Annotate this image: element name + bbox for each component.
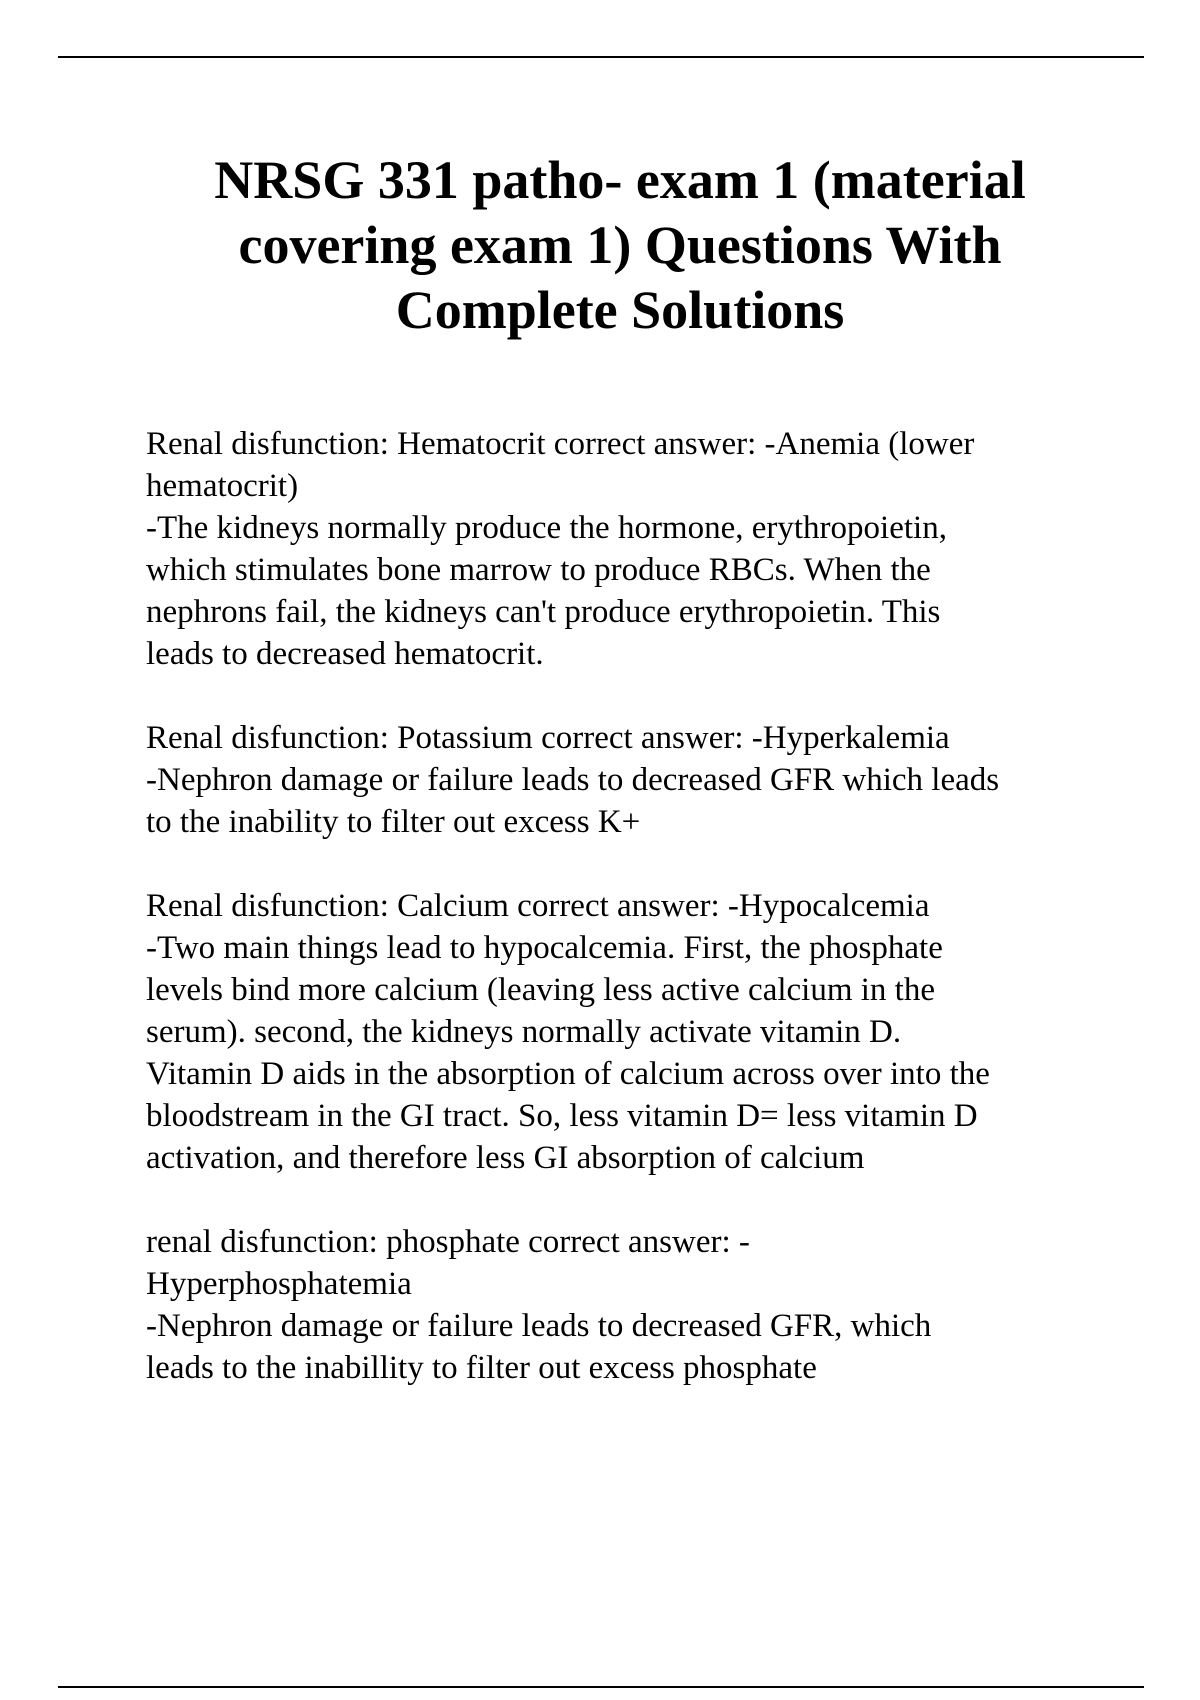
- qa-line: Renal disfunction: Calcium correct answer: -Hypocalcemia: [146, 888, 930, 924]
- qa-line: serum). second, the kidneys normally activate vitamin D.: [146, 1014, 902, 1050]
- title-line: NRSG 331 patho- exam 1 (material: [214, 150, 1026, 210]
- qa-line: leads to decreased hematocrit.: [146, 636, 544, 672]
- title-line: covering exam 1) Questions With: [238, 215, 1002, 275]
- document-body: [146, 423, 1106, 1431]
- qa-line: which stimulates bone marrow to produce RBCs. When the: [146, 552, 931, 588]
- qa-line: -The kidneys normally produce the hormone, erythropoietin,: [146, 510, 947, 546]
- qa-line: levels bind more calcium (leaving less active calcium in the: [146, 972, 935, 1008]
- qa-line: -Nephron damage or failure leads to decreased GFR, which: [146, 1308, 932, 1344]
- qa-entry-potassium: [146, 717, 1106, 843]
- qa-line: -Nephron damage or failure leads to decreased GFR which leads: [146, 762, 1000, 798]
- qa-line: leads to the inabillity to filter out excess phosphate: [146, 1350, 817, 1386]
- qa-line: nephrons fail, the kidneys can't produce erythropoietin. This: [146, 594, 941, 630]
- qa-entry-hematocrit: [146, 423, 1106, 675]
- top-horizontal-rule: [58, 56, 1144, 58]
- qa-line: hematocrit): [146, 468, 299, 504]
- qa-line: to the inability to filter out excess K+: [146, 804, 641, 840]
- qa-entry-calcium: [146, 885, 1106, 1179]
- qa-line: -Two main things lead to hypocalcemia. First, the phosphate: [146, 930, 943, 966]
- qa-entry-phosphate: [146, 1221, 1106, 1389]
- qa-line: bloodstream in the GI tract. So, less vitamin D= less vitamin D: [146, 1098, 978, 1134]
- qa-line: Vitamin D aids in the absorption of calcium across over into the: [146, 1056, 990, 1092]
- qa-line: renal disfunction: phosphate correct answer: -: [146, 1224, 750, 1260]
- qa-line: activation, and therefore less GI absorption of calcium: [146, 1140, 865, 1176]
- title-line: Complete Solutions: [395, 280, 845, 340]
- qa-line: Renal disfunction: Potassium correct answer: -Hyperkalemia: [146, 720, 950, 756]
- bottom-horizontal-rule: [58, 1686, 1144, 1688]
- qa-line: Renal disfunction: Hematocrit correct answer: -Anemia (lower: [146, 426, 975, 462]
- qa-line: Hyperphosphatemia: [146, 1266, 412, 1302]
- document-title: [140, 148, 1100, 343]
